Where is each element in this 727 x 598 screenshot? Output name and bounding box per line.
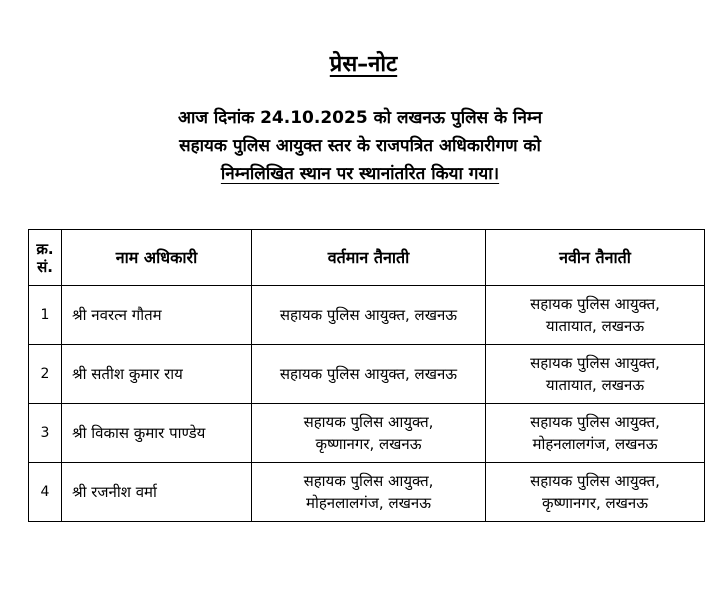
table-row: [29, 404, 705, 463]
transfer-table: [28, 229, 705, 522]
row-current-posting: [252, 345, 486, 404]
new-posting-line: मोहनलालगंज, लखनऊ: [532, 435, 658, 453]
new-posting-line: सहायक पुलिस आयुक्त,: [530, 472, 660, 490]
row-new-posting: [486, 463, 705, 522]
new-posting-line: कृष्णानगर, लखनऊ: [541, 494, 649, 512]
row-officer-name: श्री रजनीश वर्मा: [62, 463, 252, 522]
new-posting-line: सहायक पुलिस आयुक्त,: [530, 295, 660, 313]
row-officer-name: श्री विकास कुमार पाण्डेय: [62, 404, 252, 463]
row-serial: 4: [29, 463, 62, 522]
current-posting-line: सहायक पुलिस आयुक्त, लखनऊ: [279, 365, 458, 383]
current-posting-line: मोहनलालगंज, लखनऊ: [305, 494, 432, 512]
new-posting-line: यातायात, लखनऊ: [545, 317, 645, 335]
header-serial-line-1: क्र.: [36, 239, 54, 258]
header-officer-name: नाम अधिकारी: [62, 230, 252, 286]
intro-line-1: आज दिनांक 24.10.2025 को लखनऊ पुलिस के निम्न: [177, 108, 543, 128]
table-row: [29, 345, 705, 404]
row-officer-name: श्री सतीश कुमार राय: [62, 345, 252, 404]
row-officer-name: श्री नवरत्न गौतम: [62, 286, 252, 345]
header-serial-line-2: सं.: [37, 257, 53, 276]
table-header-row: [29, 230, 705, 286]
row-new-posting: [486, 286, 705, 345]
row-serial: 2: [29, 345, 62, 404]
press-note-title-text: प्रेस–नोट: [329, 52, 398, 77]
row-serial: 3: [29, 404, 62, 463]
table-row: [29, 463, 705, 522]
new-posting-line: यातायात, लखनऊ: [545, 376, 645, 394]
intro-paragraph: [60, 104, 660, 188]
row-new-posting: [486, 345, 705, 404]
header-serial: [29, 230, 62, 286]
press-note-title: [0, 48, 727, 78]
intro-line-2: सहायक पुलिस आयुक्त स्तर के राजपत्रित अधिकारीगण को: [179, 136, 541, 156]
current-posting-line: सहायक पुलिस आयुक्त, लखनऊ: [279, 306, 458, 324]
intro-line-3: निम्नलिखित स्थान पर स्थानांतरित किया गया।: [220, 164, 500, 184]
current-posting-line: सहायक पुलिस आयुक्त,: [303, 413, 434, 431]
new-posting-line: सहायक पुलिस आयुक्त,: [530, 413, 660, 431]
new-posting-line: सहायक पुलिस आयुक्त,: [530, 354, 660, 372]
table-row: [29, 286, 705, 345]
row-serial: 1: [29, 286, 62, 345]
current-posting-line: सहायक पुलिस आयुक्त,: [303, 472, 434, 490]
row-current-posting: [252, 463, 486, 522]
row-current-posting: [252, 286, 486, 345]
row-current-posting: [252, 404, 486, 463]
header-current-posting: वर्तमान तैनाती: [252, 230, 486, 286]
current-posting-line: कृष्णानगर, लखनऊ: [315, 435, 422, 453]
row-new-posting: [486, 404, 705, 463]
header-new-posting: नवीन तैनाती: [486, 230, 705, 286]
